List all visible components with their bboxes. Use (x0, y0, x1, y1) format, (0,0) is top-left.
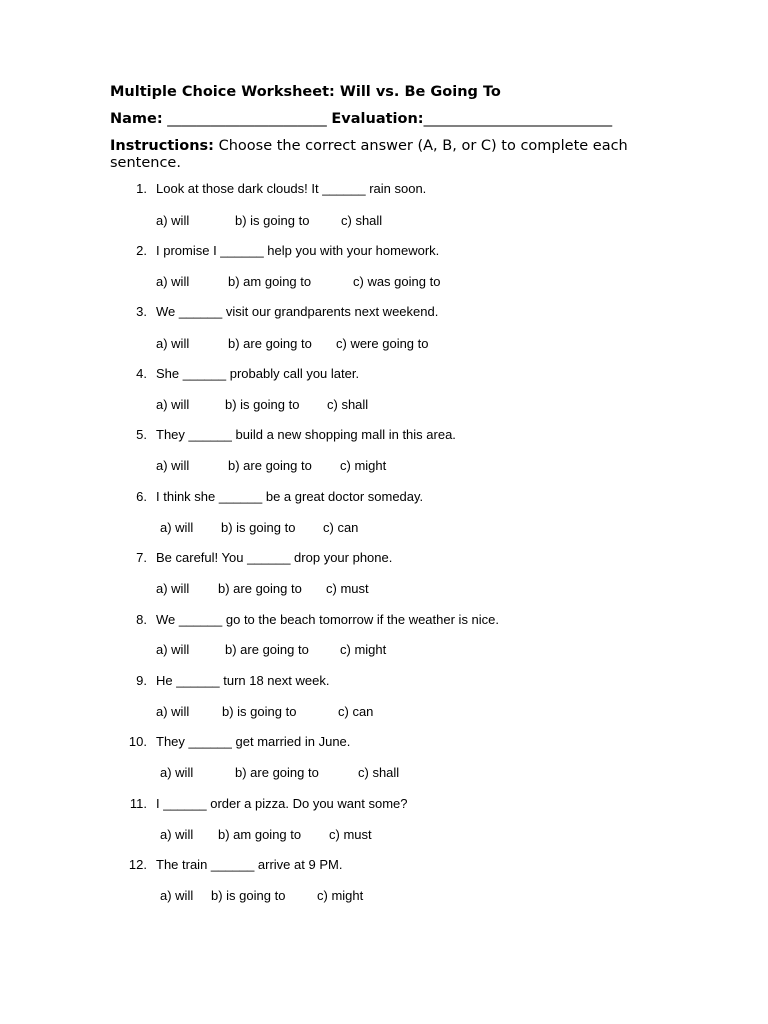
option-b: b) is going to (235, 213, 310, 228)
option-b: b) are going to (228, 336, 312, 351)
question-4 (136, 366, 360, 381)
evaluation-label: Evaluation: (331, 111, 424, 127)
question-number: 2. (136, 243, 147, 258)
option-a: a) will (156, 581, 190, 596)
option-a: a) will (160, 888, 194, 903)
option-c: c) was going to (353, 274, 441, 289)
name-label: Name: (110, 111, 163, 127)
name-blank: ______________________ (167, 111, 327, 127)
option-a: a) will (156, 642, 190, 657)
question-12 (128, 857, 343, 872)
option-c: c) must (329, 827, 372, 842)
question-1 (136, 181, 427, 196)
question-2 (136, 243, 440, 258)
question-number: 4. (136, 366, 147, 381)
question-text: She ______ probably call you later. (156, 366, 360, 381)
name-evaluation-line (110, 111, 612, 127)
option-b: b) am going to (228, 274, 312, 289)
option-a: a) will (160, 827, 194, 842)
option-c: c) shall (358, 765, 400, 780)
question-number: 9. (136, 673, 147, 688)
question-number: 6. (136, 489, 147, 504)
question-number: 1. (136, 181, 147, 196)
option-a: a) will (156, 458, 190, 473)
option-b: b) is going to (211, 888, 286, 903)
question-7 (136, 550, 393, 565)
question-text: We ______ go to the beach tomorrow if the weather is nice. (156, 612, 500, 627)
option-a: a) will (160, 765, 194, 780)
question-number: 12. (128, 857, 147, 872)
option-b: b) are going to (225, 642, 309, 657)
question-text: Be careful! You ______ drop your phone. (156, 550, 393, 565)
question-text: I promise I ______ help you with your homework. (156, 243, 440, 258)
option-a: a) will (156, 704, 190, 719)
question-10 (128, 734, 351, 749)
instructions-text: Choose the correct answer (A, B, or C) to complete each sentence. (110, 138, 628, 171)
question-text: They ______ get married in June. (156, 734, 351, 749)
question-number: 3. (136, 304, 147, 319)
question-number: 8. (136, 612, 147, 627)
option-b: b) are going to (235, 765, 319, 780)
option-b: b) are going to (228, 458, 312, 473)
question-11 (129, 796, 408, 811)
option-a: a) will (160, 520, 194, 535)
question-text: I ______ order a pizza. Do you want some? (156, 796, 408, 811)
option-c: c) can (338, 704, 374, 719)
option-b: b) are going to (218, 581, 302, 596)
option-a: a) will (156, 274, 190, 289)
question-number: 7. (136, 550, 147, 565)
question-number: 11. (129, 796, 147, 811)
question-3 (136, 304, 439, 319)
option-c: c) shall (341, 213, 383, 228)
option-b: b) is going to (221, 520, 296, 535)
option-a: a) will (156, 336, 190, 351)
evaluation-blank: __________________________ (423, 111, 613, 127)
question-6 (136, 489, 424, 504)
question-5 (136, 427, 456, 442)
worksheet-title: Multiple Choice Worksheet: Will vs. Be Going To (110, 84, 501, 100)
question-9 (136, 673, 330, 688)
option-c: c) must (326, 581, 369, 596)
option-c: c) shall (327, 397, 369, 412)
option-c: c) might (340, 458, 387, 473)
option-c: c) might (317, 888, 364, 903)
question-number: 5. (136, 427, 147, 442)
question-text: He ______ turn 18 next week. (156, 673, 330, 688)
option-c: c) were going to (336, 336, 429, 351)
question-number: 10. (128, 734, 147, 749)
question-text: They ______ build a new shopping mall in this area. (156, 427, 456, 442)
option-b: b) is going to (222, 704, 297, 719)
option-a: a) will (156, 213, 190, 228)
instructions (110, 138, 670, 172)
option-b: b) is going to (225, 397, 300, 412)
option-c: c) might (340, 642, 387, 657)
option-c: c) can (323, 520, 359, 535)
instructions-label: Instructions: (110, 138, 214, 154)
option-b: b) am going to (218, 827, 302, 842)
question-text: Look at those dark clouds! It ______ rain soon. (156, 181, 427, 196)
question-text: We ______ visit our grandparents next weekend. (156, 304, 439, 319)
question-8 (136, 612, 500, 627)
option-a: a) will (156, 397, 190, 412)
question-text: I think she ______ be a great doctor someday. (156, 489, 424, 504)
question-text: The train ______ arrive at 9 PM. (156, 857, 343, 872)
